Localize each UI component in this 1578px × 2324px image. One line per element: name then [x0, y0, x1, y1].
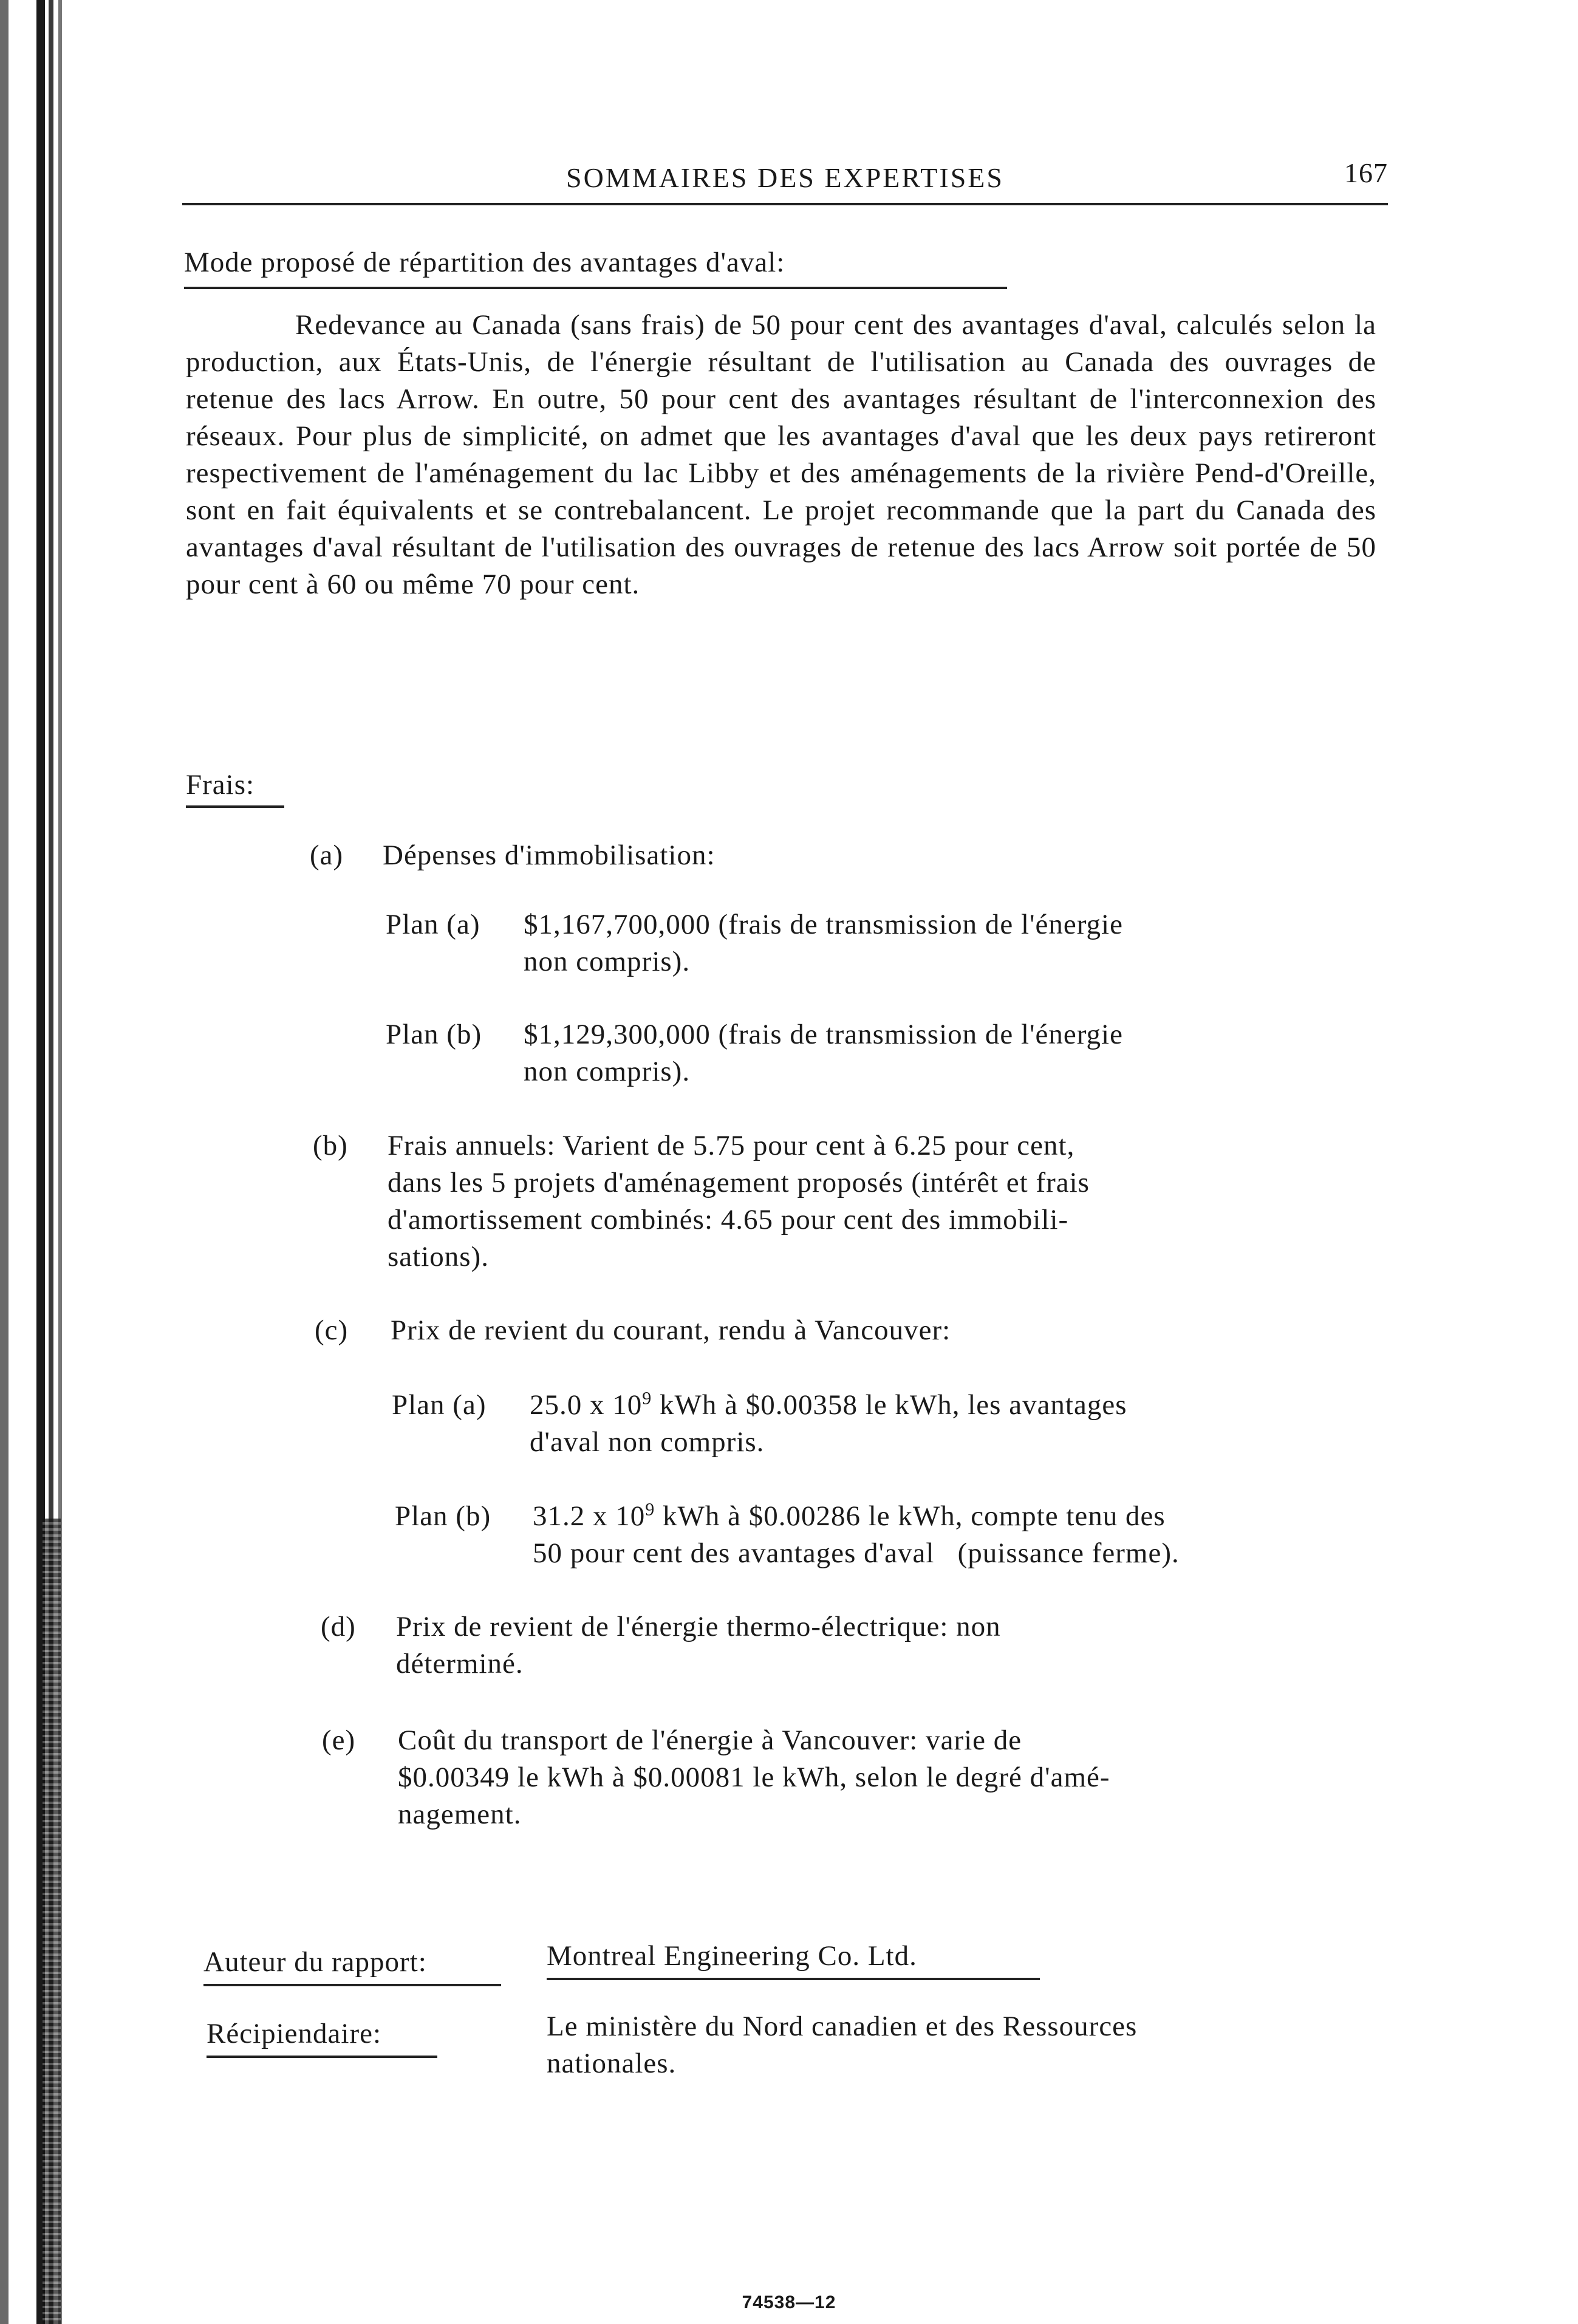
plan-label: Plan (b) — [395, 1500, 491, 1532]
heading-underline — [186, 805, 284, 808]
plan-label: Plan (b) — [386, 1019, 482, 1050]
item-line: d'amortissement combinés: 4.65 pour cent des immobili- — [388, 1204, 1069, 1235]
item-line: $0.00349 le kWh à $0.00081 le kWh, selon le degré d'amé- — [398, 1762, 1110, 1793]
author-label: Auteur du rapport: — [203, 1946, 427, 1978]
header-rule — [182, 203, 1388, 205]
author-value-underline — [547, 1978, 1040, 1980]
section-heading-frais: Frais: — [186, 769, 255, 801]
print-code: 74538—12 — [742, 2292, 836, 2312]
page-header — [182, 159, 1388, 202]
item-line: Coût du transport de l'énergie à Vancouver: varie de — [398, 1724, 1022, 1756]
recipient-label: Récipiendaire: — [207, 2018, 382, 2049]
plan-text: non compris). — [524, 1056, 691, 1087]
item-line: Prix de revient de l'énergie thermo-électrique: non — [396, 1611, 1001, 1642]
item-line: nagement. — [398, 1799, 522, 1830]
binding-edge — [0, 0, 67, 2324]
running-title: SOMMAIRES DES EXPERTISES — [565, 162, 1004, 193]
recipient-value: nationales. — [547, 2048, 677, 2079]
plan-text: 50 pour cent des avantages d'aval (puissance ferme). — [533, 1537, 1180, 1569]
item-letter: (b) — [313, 1130, 348, 1161]
heading-underline — [184, 287, 1007, 289]
plan-text: $1,167,700,000 (frais de transmission de l'énergie — [524, 909, 1123, 940]
item-letter: (a) — [310, 839, 344, 871]
item-line: sations). — [388, 1241, 489, 1273]
item-line: dans les 5 projets d'aménagement proposés (intérêt et frais — [388, 1167, 1090, 1198]
author-value: Montreal Engineering Co. Ltd. — [547, 1940, 917, 1972]
item-text: Prix de revient du courant, rendu à Vancouver: — [391, 1314, 951, 1346]
distribution-paragraph: Redevance au Canada (sans frais) de 50 pour cent des avantages d'aval, calculés selon la production, aux États-Unis, de l'énergie résultant de l'utilisation au Canada des ouvrages de retenue des lacs Arrow. En outre, 50 pour cent des avantages résultant de l'interconnexion des réseaux. Pour plus de simplicité, on admet que les avantages d'aval que les deux pays retireront respectivement de l'aménagement du lac Libby et des aménagements de la rivière Pend-d'Oreille, sont en fait équivalents et se contrebalancent. Le projet recommande que la part du Canada des avantages d'aval résultant de l'utilisation des ouvrages de retenue des lacs Arrow soit portée de 50 pour cent à 60 ou même 70 pour cent. — [186, 309, 1376, 600]
item-letter: (c) — [315, 1314, 349, 1346]
plan-text: 31.2 x $10^9$ kWh à $0.00286 le kWh, compte tenu des — [533, 1499, 1166, 1532]
plan-text: 25.0 x $10^9$ kWh à $0.00358 le kWh, les avantages — [530, 1388, 1127, 1421]
item-line: Frais annuels: Varient de 5.75 pour cent à 6.25 pour cent, — [388, 1130, 1075, 1161]
plan-text: non compris). — [524, 946, 691, 977]
page-number: 167 — [1344, 157, 1388, 188]
item-letter: (e) — [322, 1724, 356, 1756]
section-heading-distribution: Mode proposé de répartition des avantages d'aval: — [184, 247, 785, 278]
plan-label: Plan (a) — [386, 909, 480, 940]
plan-text: $1,129,300,000 (frais de transmission de l'énergie — [524, 1019, 1123, 1050]
item-text: Dépenses d'immobilisation: — [383, 839, 716, 871]
item-letter: (d) — [321, 1611, 356, 1642]
plan-label: Plan (a) — [392, 1389, 487, 1421]
author-label-underline — [203, 1984, 501, 1986]
plan-text: d'aval non compris. — [530, 1426, 765, 1458]
recipient-label-underline — [207, 2056, 437, 2058]
recipient-value: Le ministère du Nord canadien et des Ressources — [547, 2011, 1138, 2042]
item-line: déterminé. — [396, 1648, 524, 1680]
